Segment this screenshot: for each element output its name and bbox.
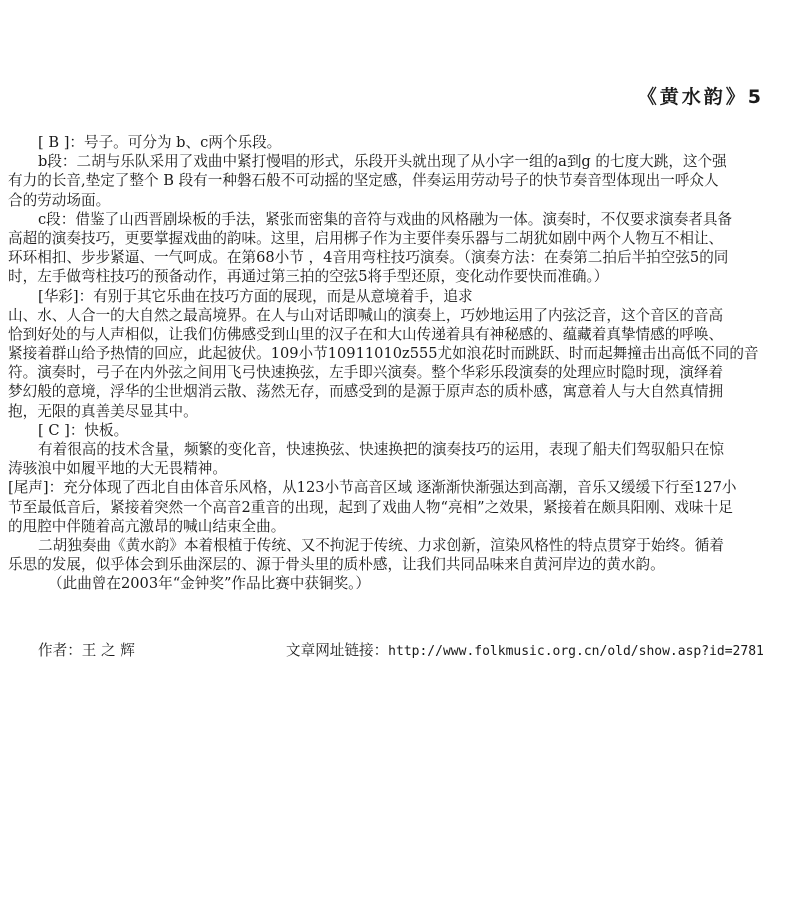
award-note: （此曲曾在2003年“金钟奖”作品比赛中获铜奖。）: [48, 575, 371, 593]
paragraph-line: 符。演奏时，弓子在内外弦之间用飞弓快速换弦，左手即兴演奏。整个华彩乐段演奏的处理应时隐时现，演绎着: [8, 364, 724, 382]
paragraph-line: 环环相扣、步步紧逼、一气呵成。在第68小节 ，4音用弯柱技巧演奏。（演奏方法：在奏第二拍后半拍空弦5的同: [8, 249, 729, 267]
article-link-url[interactable]: http://www.folkmusic.org.cn/old/show.asp?id=2781: [388, 644, 764, 659]
paragraph-line: 乐思的发展，似乎体会到乐曲深层的、源于骨头里的质朴感，让我们共同品味来自黄河岸边的黄水韵。: [8, 556, 665, 574]
author: 作者：王 之 辉: [38, 642, 135, 659]
section-c-heading: [ C ]：快板。: [38, 421, 129, 439]
page-title: 《黄水韵》5: [637, 86, 764, 108]
paragraph-line: 涛骇浪中如履平地的大无畏精神。: [8, 460, 227, 478]
paragraph-line: 节至最低音后，紧接着突然一个高音2重音的出现，起到了戏曲人物“亮相”之效果，紧接着在颇具阳刚、戏味十足: [8, 498, 733, 516]
paragraph-line: 抱，无限的真善美尽显其中。: [8, 402, 198, 420]
article-link-label: 文章网址链接：: [286, 642, 389, 659]
paragraph-line: 合的劳动场面。: [8, 191, 111, 209]
article-body: [8, 133, 786, 594]
paragraph-line: 山、水、人合一的大自然之最高境界。在人与山对话即喊山的演奏上，巧妙地运用了内弦泛音，这个音区的音高: [8, 306, 724, 324]
section-coda-heading: [尾声]：充分体现了西北自由体音乐风格，从123小节高音区域 逐渐渐快渐强达到高潮，音乐又缓缓下行至127小: [8, 479, 737, 497]
paragraph-line: 有着很高的技术含量，频繁的变化音，快速换弦、快速换把的演奏技巧的运用，表现了船夫们驾驭船只在惊: [38, 441, 724, 458]
paragraph-line: b段：二胡与乐队采用了戏曲中紧打慢唱的形式，乐段开头就出现了从小字一组的a到g 的七度大跳，这个强: [38, 153, 727, 171]
paragraph-line: c段：借鉴了山西晋剧垛板的手法，紧张而密集的音符与戏曲的风格融为一体。演奏时，不仅要求演奏者具备: [38, 210, 733, 228]
section-cadenza-heading: [华彩]：有别于其它乐曲在技巧方面的展现，而是从意境着手，追求: [38, 287, 473, 305]
paragraph-line: 的甩腔中伴随着高亢激昂的喊山结束全曲。: [8, 517, 286, 535]
paragraph-line: 时，左手做弯柱技巧的预备动作，再通过第三拍的空弦5将手型还原，变化动作要快而准确。）: [8, 268, 609, 286]
paragraph-line: 梦幻般的意境，浮华的尘世烟消云散、荡然无存，而感受到的是源于原声态的质朴感，寓意着人与大自然真情拥: [8, 383, 724, 401]
paragraph-line: 二胡独奏曲《黄水韵》本着根植于传统、又不拘泥于传统、力求创新，渲染风格性的特点贯穿于始终。循着: [38, 536, 724, 554]
paragraph-line: 有力的长音,垫定了整个 B 段有一种磐石般不可动摇的坚定感，伴奏运用劳动号子的快节奏音型体现出一呼众人: [8, 172, 719, 190]
paragraph-line: 恰到好处的与人声相似，让我们仿佛感受到山里的汉子在和大山传递着具有神秘感的、蕴藏着真挚情感的呼唤、: [8, 325, 724, 343]
article-link: [286, 641, 764, 662]
section-b-heading: [ B ]：号子。可分为 b、c两个乐段。: [38, 134, 282, 151]
paragraph-line: 紧接着群山给予热情的回应，此起彼伏。109小节10911010z555尤如浪花时而跳跃、时而起舞撞击出高低不同的音: [8, 345, 759, 363]
paragraph-line: 高超的演奏技巧，更要掌握戏曲的韵味。这里，启用梆子作为主要伴奏乐器与二胡犹如剧中两个人物互不相让、: [8, 229, 724, 247]
